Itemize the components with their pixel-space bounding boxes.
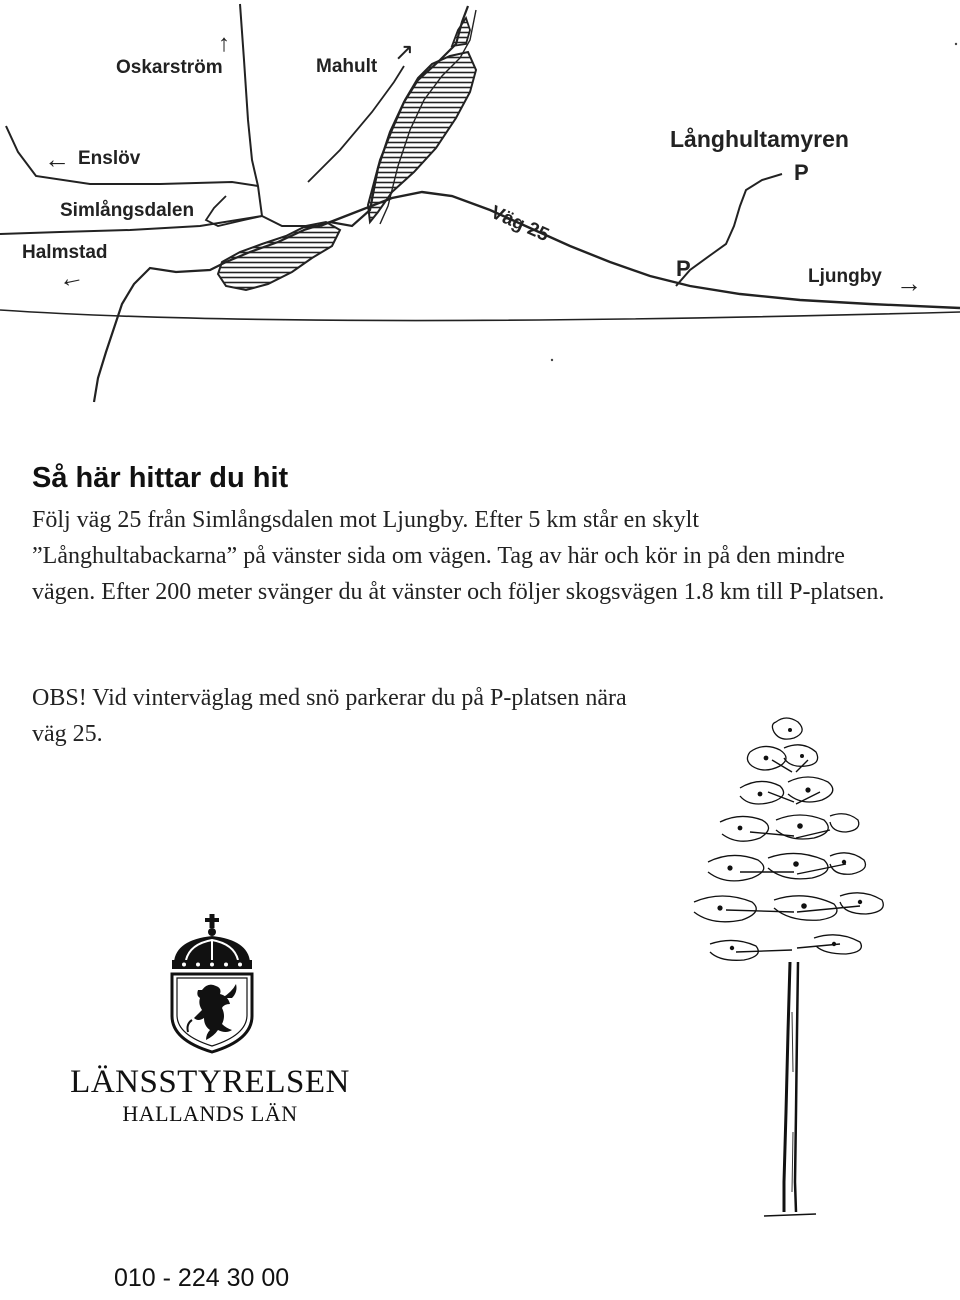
label-ljungby: Ljungby: [808, 266, 882, 287]
arrow-up-right-icon: ↗: [394, 39, 415, 66]
arrow-left-icon: ←: [44, 144, 70, 174]
label-enslov: Enslöv: [78, 148, 141, 169]
arrow-right-icon: →: [896, 268, 922, 298]
directions-text: Följ väg 25 från Simlångsdalen mot Ljungby. Efter 5 km står en skylt ”Långhultabackarna” på vänster sida om vägen. Tag av här och kör in på den mindre vägen. Efter 200 meter svänger du åt vänster och följer skogsvägen 1.8 km till P-platsen.: [32, 507, 885, 605]
label-mahult: Mahult: [316, 56, 378, 77]
directions-title: Så här hittar du hit: [32, 462, 289, 494]
parking-marker-lower: P: [676, 256, 691, 281]
label-simlangsdalen: Simlångsdalen: [60, 200, 195, 221]
organization-name: LÄNSSTYRELSEN: [70, 1064, 350, 1100]
road-vag25: [320, 192, 960, 308]
arrow-up-icon: ↑: [218, 30, 230, 57]
arrow-left-icon: ←: [55, 259, 87, 295]
road-oskarstrom: [240, 4, 320, 226]
label-halmstad: Halmstad: [22, 242, 108, 263]
phone-number[interactable]: 010 - 224 30 00: [114, 1264, 290, 1292]
lake-south: [218, 222, 340, 290]
road-langhultamyren: [676, 174, 782, 286]
label-vag25: Väg 25: [487, 202, 552, 247]
organization-subname: HALLANDS LÄN: [122, 1101, 298, 1126]
pine-tree-illustration: [680, 712, 900, 1232]
directions-map: [0, 0, 960, 420]
lansstyrelsen-crest-icon: [162, 912, 262, 1054]
label-langhultamyren: Långhultamyren: [670, 126, 849, 152]
label-oskarstrom: Oskarström: [116, 57, 223, 78]
map-frame-bottom: [0, 310, 960, 321]
winter-parking-note: OBS! Vid vinterväglag med snö parkerar du på P-platsen nära väg 25.: [32, 685, 627, 747]
parking-marker-upper: P: [794, 160, 809, 185]
